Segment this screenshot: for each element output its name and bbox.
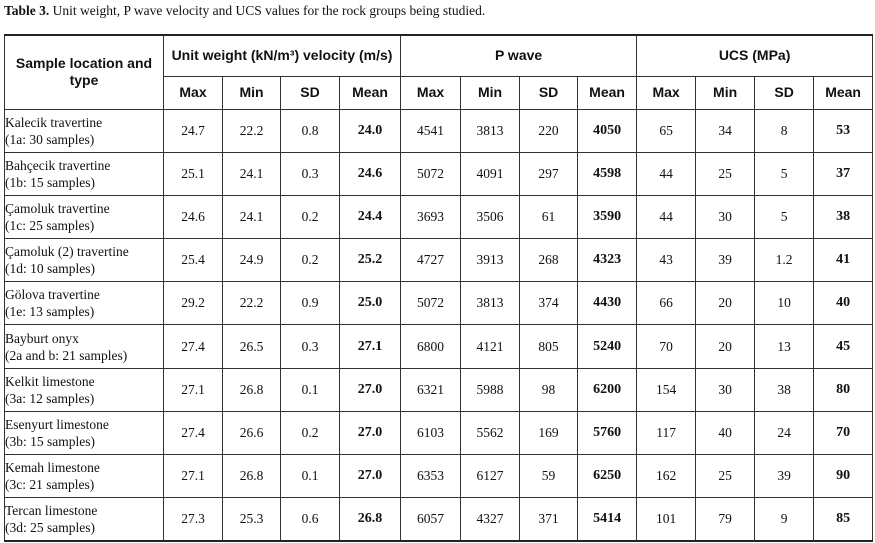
mean-value-cell: 4598 bbox=[578, 152, 637, 195]
mean-value-cell: 40 bbox=[814, 282, 873, 325]
value-cell: 268 bbox=[520, 239, 578, 282]
value-cell: 25.4 bbox=[164, 239, 223, 282]
value-cell: 805 bbox=[520, 325, 578, 368]
mean-value-cell: 27.0 bbox=[340, 411, 401, 454]
table-caption bbox=[4, 2, 485, 20]
value-cell: 25 bbox=[696, 152, 755, 195]
value-cell: 27.1 bbox=[164, 455, 223, 498]
mean-value-cell: 27.0 bbox=[340, 455, 401, 498]
subheader-min: Min bbox=[223, 76, 281, 109]
value-cell: 5 bbox=[755, 195, 814, 238]
sample-count: (3a: 12 samples) bbox=[5, 390, 95, 406]
sample-location-cell bbox=[5, 498, 164, 541]
value-cell: 5072 bbox=[401, 152, 461, 195]
value-cell: 6127 bbox=[461, 455, 520, 498]
value-cell: 70 bbox=[637, 325, 696, 368]
value-cell: 3813 bbox=[461, 109, 520, 152]
subheader-mean: Mean bbox=[814, 76, 873, 109]
sample-name: Bahçecik travertine bbox=[5, 157, 111, 173]
value-cell: 10 bbox=[755, 282, 814, 325]
value-cell: 65 bbox=[637, 109, 696, 152]
mean-value-cell: 4430 bbox=[578, 282, 637, 325]
sample-location-cell bbox=[5, 325, 164, 368]
value-cell: 27.1 bbox=[164, 368, 223, 411]
value-cell: 117 bbox=[637, 411, 696, 454]
value-cell: 24.6 bbox=[164, 195, 223, 238]
sample-location-cell bbox=[5, 282, 164, 325]
value-cell: 0.9 bbox=[281, 282, 340, 325]
value-cell: 4121 bbox=[461, 325, 520, 368]
value-cell: 101 bbox=[637, 498, 696, 541]
sample-count: (1d: 10 samples) bbox=[5, 261, 95, 277]
value-cell: 30 bbox=[696, 368, 755, 411]
mean-value-cell: 25.0 bbox=[340, 282, 401, 325]
value-cell: 26.8 bbox=[223, 368, 281, 411]
sample-location-cell bbox=[5, 195, 164, 238]
value-cell: 24.1 bbox=[223, 152, 281, 195]
table-row bbox=[5, 195, 873, 238]
mean-value-cell: 37 bbox=[814, 152, 873, 195]
sample-location-cell bbox=[5, 411, 164, 454]
value-cell: 30 bbox=[696, 195, 755, 238]
sample-name: Çamoluk travertine bbox=[5, 200, 110, 216]
value-cell: 13 bbox=[755, 325, 814, 368]
subheader-mean: Mean bbox=[340, 76, 401, 109]
subheader-sd: SD bbox=[281, 76, 340, 109]
value-cell: 66 bbox=[637, 282, 696, 325]
sample-count: (3c: 21 samples) bbox=[5, 477, 95, 493]
value-cell: 0.1 bbox=[281, 455, 340, 498]
value-cell: 0.6 bbox=[281, 498, 340, 541]
value-cell: 6353 bbox=[401, 455, 461, 498]
subheader-mean: Mean bbox=[578, 76, 637, 109]
table-row bbox=[5, 239, 873, 282]
mean-value-cell: 53 bbox=[814, 109, 873, 152]
value-cell: 44 bbox=[637, 195, 696, 238]
table-row bbox=[5, 498, 873, 541]
sample-location-cell bbox=[5, 239, 164, 282]
table-row bbox=[5, 325, 873, 368]
value-cell: 162 bbox=[637, 455, 696, 498]
value-cell: 3913 bbox=[461, 239, 520, 282]
subheader-max: Max bbox=[164, 76, 223, 109]
value-cell: 25.3 bbox=[223, 498, 281, 541]
value-cell: 297 bbox=[520, 152, 578, 195]
value-cell: 169 bbox=[520, 411, 578, 454]
mean-value-cell: 27.1 bbox=[340, 325, 401, 368]
value-cell: 27.3 bbox=[164, 498, 223, 541]
sample-location-cell bbox=[5, 368, 164, 411]
subheader-min: Min bbox=[461, 76, 520, 109]
mean-value-cell: 25.2 bbox=[340, 239, 401, 282]
sample-name: Esenyurt limestone bbox=[5, 416, 109, 432]
sample-name: Çamoluk (2) travertine bbox=[5, 244, 129, 260]
sample-count: (3b: 15 samples) bbox=[5, 433, 95, 449]
value-cell: 26.8 bbox=[223, 455, 281, 498]
mean-value-cell: 45 bbox=[814, 325, 873, 368]
value-cell: 98 bbox=[520, 368, 578, 411]
mean-value-cell: 24.6 bbox=[340, 152, 401, 195]
value-cell: 0.3 bbox=[281, 152, 340, 195]
mean-value-cell: 5414 bbox=[578, 498, 637, 541]
value-cell: 5072 bbox=[401, 282, 461, 325]
value-cell: 40 bbox=[696, 411, 755, 454]
value-cell: 8 bbox=[755, 109, 814, 152]
value-cell: 374 bbox=[520, 282, 578, 325]
value-cell: 220 bbox=[520, 109, 578, 152]
value-cell: 1.2 bbox=[755, 239, 814, 282]
value-cell: 24.7 bbox=[164, 109, 223, 152]
value-cell: 22.2 bbox=[223, 282, 281, 325]
sample-location-cell bbox=[5, 109, 164, 152]
value-cell: 4091 bbox=[461, 152, 520, 195]
value-cell: 3813 bbox=[461, 282, 520, 325]
value-cell: 43 bbox=[637, 239, 696, 282]
value-cell: 26.6 bbox=[223, 411, 281, 454]
header-unit-weight: Unit weight (kN/m³) velocity (m/s) bbox=[164, 35, 401, 76]
header-sample-location: Sample location and type bbox=[5, 35, 164, 109]
mean-value-cell: 24.4 bbox=[340, 195, 401, 238]
sample-count: (1a: 30 samples) bbox=[5, 131, 95, 147]
sample-name: Kelkit limestone bbox=[5, 373, 95, 389]
sample-count: (1b: 15 samples) bbox=[5, 174, 95, 190]
sample-count: (2a and b: 21 samples) bbox=[5, 347, 128, 363]
mean-value-cell: 26.8 bbox=[340, 498, 401, 541]
value-cell: 34 bbox=[696, 109, 755, 152]
value-cell: 25.1 bbox=[164, 152, 223, 195]
table-row bbox=[5, 455, 873, 498]
table-row bbox=[5, 152, 873, 195]
value-cell: 39 bbox=[755, 455, 814, 498]
mean-value-cell: 80 bbox=[814, 368, 873, 411]
mean-value-cell: 6200 bbox=[578, 368, 637, 411]
value-cell: 79 bbox=[696, 498, 755, 541]
mean-value-cell: 38 bbox=[814, 195, 873, 238]
value-cell: 371 bbox=[520, 498, 578, 541]
table-caption-text: Unit weight, P wave velocity and UCS values for the rock groups being studied. bbox=[49, 3, 486, 18]
value-cell: 0.3 bbox=[281, 325, 340, 368]
value-cell: 0.8 bbox=[281, 109, 340, 152]
value-cell: 0.2 bbox=[281, 239, 340, 282]
value-cell: 6057 bbox=[401, 498, 461, 541]
value-cell: 27.4 bbox=[164, 325, 223, 368]
subheader-max: Max bbox=[401, 76, 461, 109]
value-cell: 24 bbox=[755, 411, 814, 454]
mean-value-cell: 41 bbox=[814, 239, 873, 282]
value-cell: 0.1 bbox=[281, 368, 340, 411]
mean-value-cell: 3590 bbox=[578, 195, 637, 238]
table-row bbox=[5, 282, 873, 325]
header-p-wave: P wave bbox=[401, 35, 637, 76]
value-cell: 59 bbox=[520, 455, 578, 498]
subheader-max: Max bbox=[637, 76, 696, 109]
value-cell: 5562 bbox=[461, 411, 520, 454]
mean-value-cell: 85 bbox=[814, 498, 873, 541]
value-cell: 5988 bbox=[461, 368, 520, 411]
value-cell: 20 bbox=[696, 325, 755, 368]
value-cell: 3506 bbox=[461, 195, 520, 238]
mean-value-cell: 6250 bbox=[578, 455, 637, 498]
value-cell: 29.2 bbox=[164, 282, 223, 325]
value-cell: 38 bbox=[755, 368, 814, 411]
table-body bbox=[5, 109, 873, 541]
mean-value-cell: 5240 bbox=[578, 325, 637, 368]
value-cell: 4327 bbox=[461, 498, 520, 541]
value-cell: 44 bbox=[637, 152, 696, 195]
sample-name: Kalecik travertine bbox=[5, 114, 103, 130]
sample-count: (1e: 13 samples) bbox=[5, 304, 95, 320]
value-cell: 22.2 bbox=[223, 109, 281, 152]
table-row bbox=[5, 368, 873, 411]
value-cell: 154 bbox=[637, 368, 696, 411]
mean-value-cell: 24.0 bbox=[340, 109, 401, 152]
value-cell: 5 bbox=[755, 152, 814, 195]
sample-name: Gölova travertine bbox=[5, 287, 100, 303]
value-cell: 26.5 bbox=[223, 325, 281, 368]
header-ucs: UCS (MPa) bbox=[637, 35, 873, 76]
subheader-min: Min bbox=[696, 76, 755, 109]
sample-name: Kemah limestone bbox=[5, 460, 100, 476]
table-row bbox=[5, 411, 873, 454]
table-caption-label: Table 3. bbox=[4, 3, 50, 18]
value-cell: 24.9 bbox=[223, 239, 281, 282]
subheader-sd: SD bbox=[755, 76, 814, 109]
sample-count: (1c: 25 samples) bbox=[5, 217, 95, 233]
value-cell: 61 bbox=[520, 195, 578, 238]
sample-location-cell bbox=[5, 455, 164, 498]
mean-value-cell: 5760 bbox=[578, 411, 637, 454]
value-cell: 27.4 bbox=[164, 411, 223, 454]
value-cell: 6103 bbox=[401, 411, 461, 454]
value-cell: 4727 bbox=[401, 239, 461, 282]
sample-name: Bayburt onyx bbox=[5, 330, 79, 346]
value-cell: 20 bbox=[696, 282, 755, 325]
value-cell: 3693 bbox=[401, 195, 461, 238]
subheader-sd: SD bbox=[520, 76, 578, 109]
value-cell: 6800 bbox=[401, 325, 461, 368]
sample-name: Tercan limestone bbox=[5, 503, 98, 519]
mean-value-cell: 27.0 bbox=[340, 368, 401, 411]
value-cell: 0.2 bbox=[281, 411, 340, 454]
sample-count: (3d: 25 samples) bbox=[5, 520, 95, 536]
value-cell: 9 bbox=[755, 498, 814, 541]
mean-value-cell: 4050 bbox=[578, 109, 637, 152]
value-cell: 6321 bbox=[401, 368, 461, 411]
table-row bbox=[5, 109, 873, 152]
value-cell: 39 bbox=[696, 239, 755, 282]
mean-value-cell: 4323 bbox=[578, 239, 637, 282]
mean-value-cell: 70 bbox=[814, 411, 873, 454]
value-cell: 24.1 bbox=[223, 195, 281, 238]
rock-properties-table bbox=[4, 34, 873, 542]
value-cell: 25 bbox=[696, 455, 755, 498]
value-cell: 0.2 bbox=[281, 195, 340, 238]
sample-location-cell bbox=[5, 152, 164, 195]
mean-value-cell: 90 bbox=[814, 455, 873, 498]
value-cell: 4541 bbox=[401, 109, 461, 152]
